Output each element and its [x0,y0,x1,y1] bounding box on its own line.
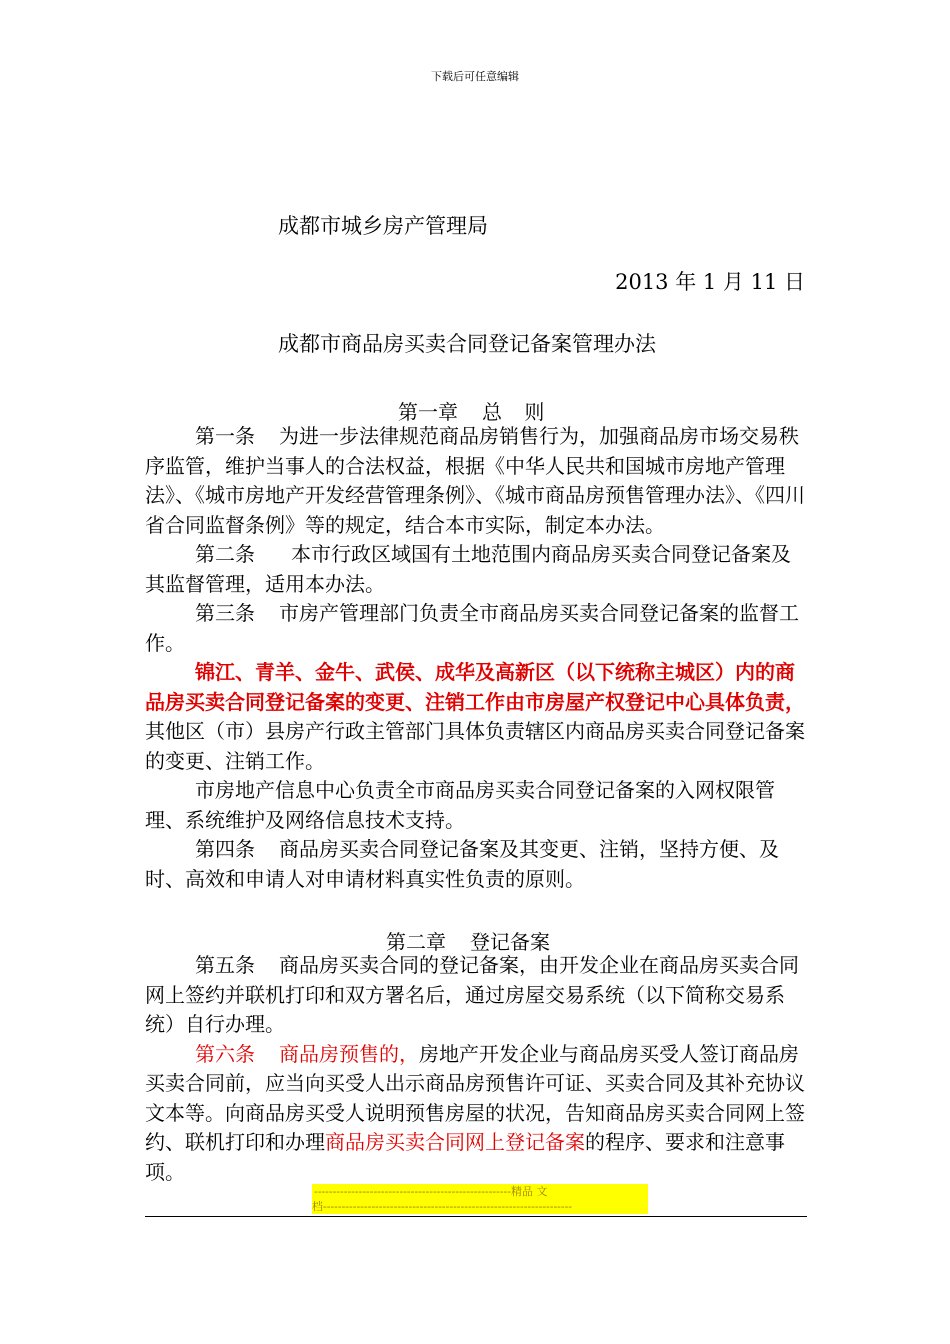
article-2-text: 本市行政区域国有土地范围内商品房买卖合同登记备案及其监督管理，适用本办法。 [145,542,791,596]
chapter-2-label: 第二章 [386,930,446,954]
article-4 [145,835,810,894]
article-6-text-b: 的程序、要求和注意事项。 [145,1130,785,1184]
article-3-paragraph-2-text: 其他区（市）县房产行政主管部门具体负责辖区内商品房买卖合同登记备案的变更、注销工作。 [145,719,805,773]
article-5 [145,951,810,1040]
article-3-paragraph-3: 市房地产信息中心负责全市商品房买卖合同登记备案的入网权限管理、系统维护及网络信息技术支持。 [145,778,775,832]
article-5-text: 商品房买卖合同的登记备案，由开发企业在商品房买卖合同网上签约并联机打印和双方署名后，通过房屋交易系统（以下简称交易系统）自行办理。 [145,953,799,1036]
footer-line-2: 档------------------------------------------------------------------- [312,1200,573,1213]
article-6-red-lead: 商品房预售的， [279,1041,419,1066]
article-3-text: 市房产管理部门负责全市商品房买卖合同登记备案的监督工作。 [145,601,799,655]
article-1-number: 第一条 [195,424,255,448]
footer-rule [145,1216,807,1217]
article-3-paragraph-2 [145,658,810,776]
chapter-1-name: 总 则 [482,400,553,424]
article-4-number: 第四条 [195,837,255,861]
article-2-number: 第二条 [195,542,255,566]
chapter-2-name: 登记备案 [470,930,550,954]
article-6-red-mid: 商品房买卖合同网上登记备案 [325,1130,585,1154]
article-3-highlight: 锦江、青羊、金牛、武侯、成华及高新区（以下统称主城区）内的商品房买卖合同登记备案的变更、注销工作由市房屋产权登记中心具体负责， [145,660,805,714]
chapter-1-label: 第一章 [398,400,458,424]
article-3-number: 第三条 [195,601,255,625]
document-title: 成都市商品房买卖合同登记备案管理办法 [278,332,656,356]
footer-watermark [312,1184,648,1214]
article-5-number: 第五条 [195,953,255,977]
article-1 [145,422,810,540]
header-note: 下载后可任意编辑 [431,70,519,83]
issue-date: 2013 年 1 月 11 日 [615,270,805,294]
article-4-text: 商品房买卖合同登记备案及其变更、注销，坚持方便、及时、高效和申请人对申请材料真实性负责的原则。 [145,837,779,891]
issuing-authority: 成都市城乡房产管理局 [278,214,488,238]
article-6-text-a: 房地产开发企业与商品房买受人签订商品房买卖合同前，应当向买受人出示商品房预售许可证、买卖合同及其补充协议文本等。向商品房买受人说明预售房屋的状况，告知商品房买卖合同网上签约、联机打印和办理 [145,1041,805,1154]
footer-line-1: -----------------------------------------------------精品 文 [314,1185,548,1198]
chapter-1-heading [398,396,552,425]
article-1-text: 为进一步法律规范商品房销售行为，加强商品房市场交易秩序监管，维护当事人的合法权益，根据《中华人民共和国城市房地产管理法》、《城市房地产开发经营管理条例》、《城市商品房预售管理办法》、《四川省合同监督条例》等的规定，结合本市实际，制定本办法。 [145,424,805,537]
article-6-number: 第六条 [195,1041,255,1066]
article-2 [145,540,810,599]
article-6 [145,1040,810,1188]
article-3 [145,599,810,658]
chapter-2-body [145,951,810,1187]
chapter-1-body [145,422,810,894]
